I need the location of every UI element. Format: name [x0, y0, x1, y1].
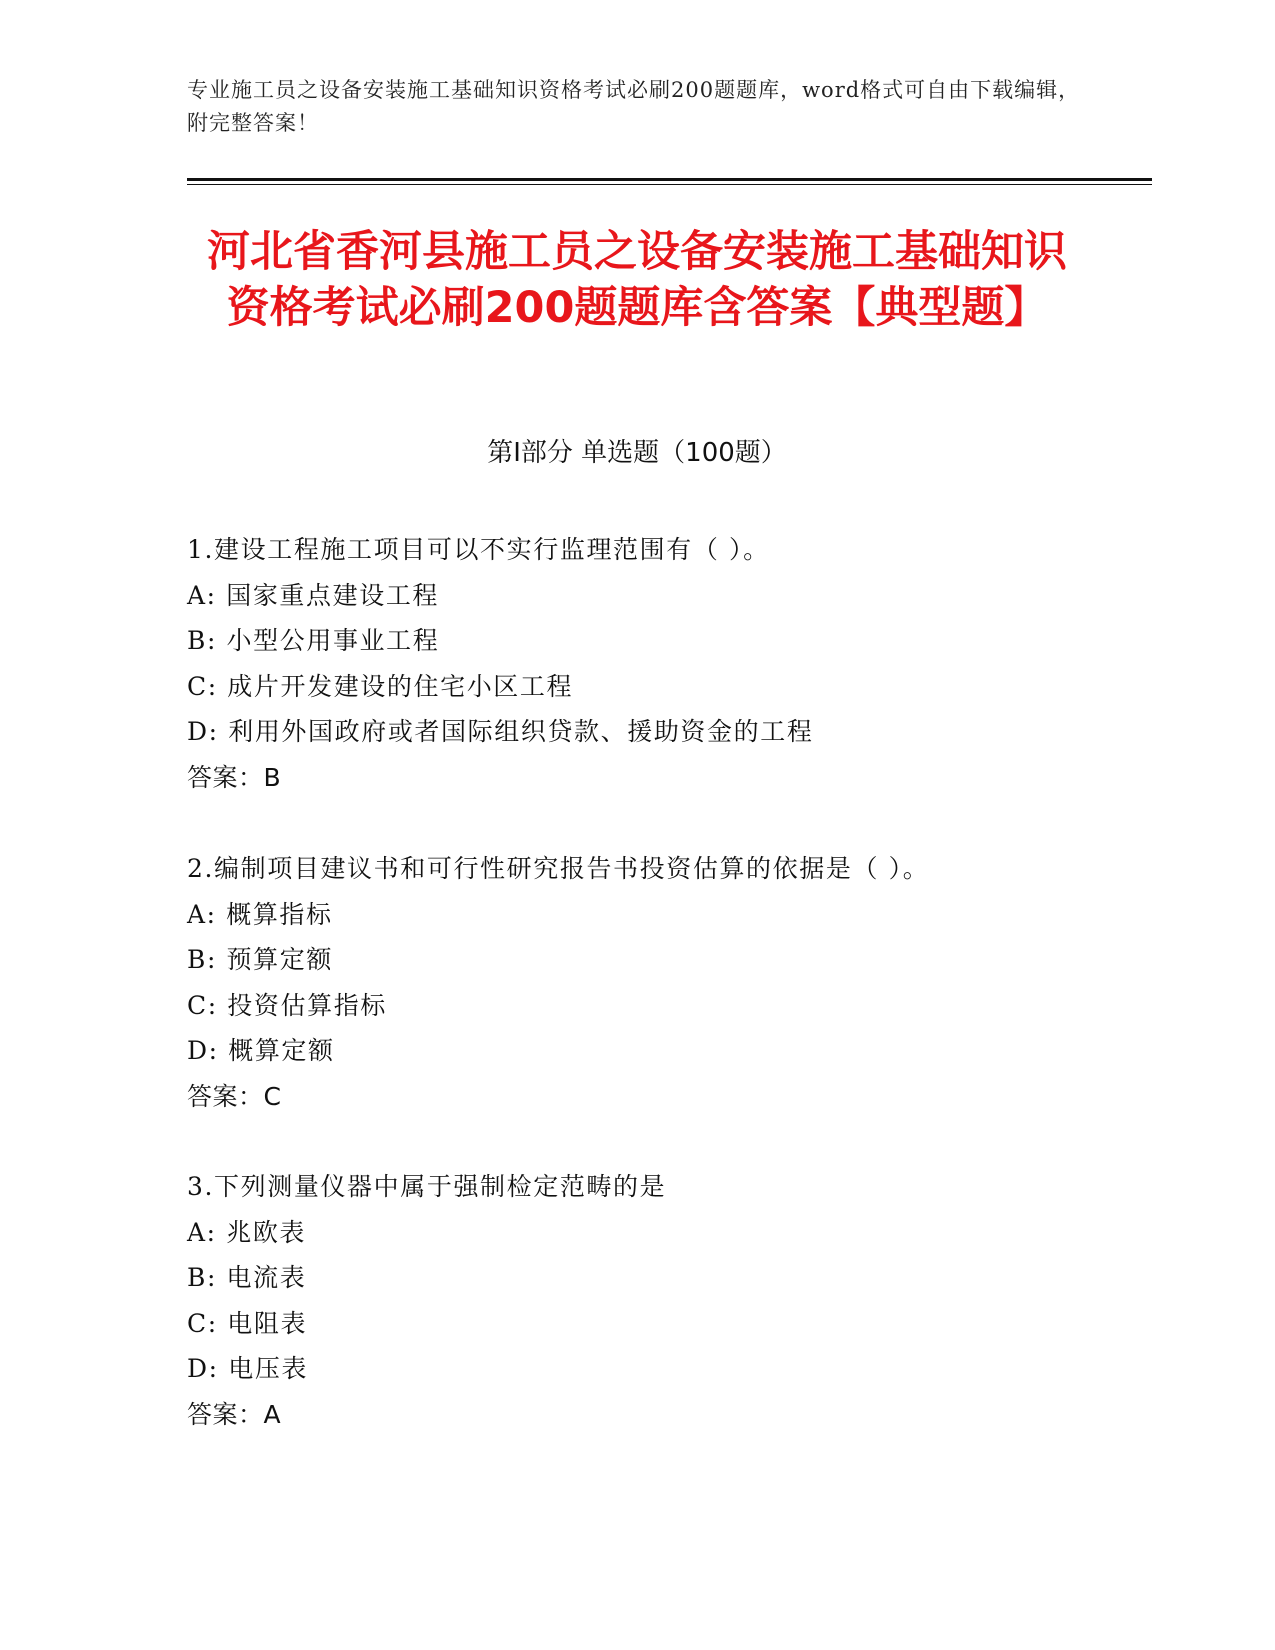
question-stem: 3.下列测量仪器中属于强制检定范畴的是: [187, 1172, 667, 1201]
header-rule-thin: [187, 184, 1152, 185]
question-2: [187, 846, 1127, 1119]
option-c: C: 电阻表: [187, 1308, 308, 1338]
option-d: D: 电压表: [187, 1354, 309, 1383]
option-d: D: 利用外国政府或者国际组织贷款、援助资金的工程: [187, 717, 814, 746]
option-c: C: 投资估算指标: [187, 990, 387, 1020]
document-title: 河北省香河县施工员之设备安装施工基础知识资格考试必刷200题题库含答案【典型题】: [207, 227, 1067, 333]
question-1: [187, 527, 1127, 800]
answer: 答案：A: [187, 1399, 282, 1429]
option-a: A: 国家重点建设工程: [187, 580, 440, 610]
answer: 答案：B: [187, 762, 282, 792]
option-a: A: 兆欧表: [187, 1217, 307, 1247]
answer: 答案：C: [187, 1081, 282, 1111]
header-rule-thick: [187, 178, 1152, 181]
option-a: A: 概算指标: [187, 899, 333, 929]
section-heading: 第I部分 单选题（100题）: [487, 438, 787, 468]
option-b: B: 预算定额: [187, 945, 333, 974]
question-stem: 1.建设工程施工项目可以不实行监理范围有（ ）。: [187, 535, 770, 564]
header-note: 专业施工员之设备安装施工基础知识资格考试必刷200题题库，word格式可自由下载编辑，附完整答案！: [187, 78, 1081, 135]
question-stem: 2.编制项目建议书和可行性研究报告书投资估算的依据是（ ）。: [187, 854, 930, 883]
option-b: B: 小型公用事业工程: [187, 626, 440, 655]
question-3: [187, 1164, 1127, 1437]
option-d: D: 概算定额: [187, 1036, 335, 1065]
option-b: B: 电流表: [187, 1263, 307, 1292]
option-c: C: 成片开发建设的住宅小区工程: [187, 671, 574, 701]
